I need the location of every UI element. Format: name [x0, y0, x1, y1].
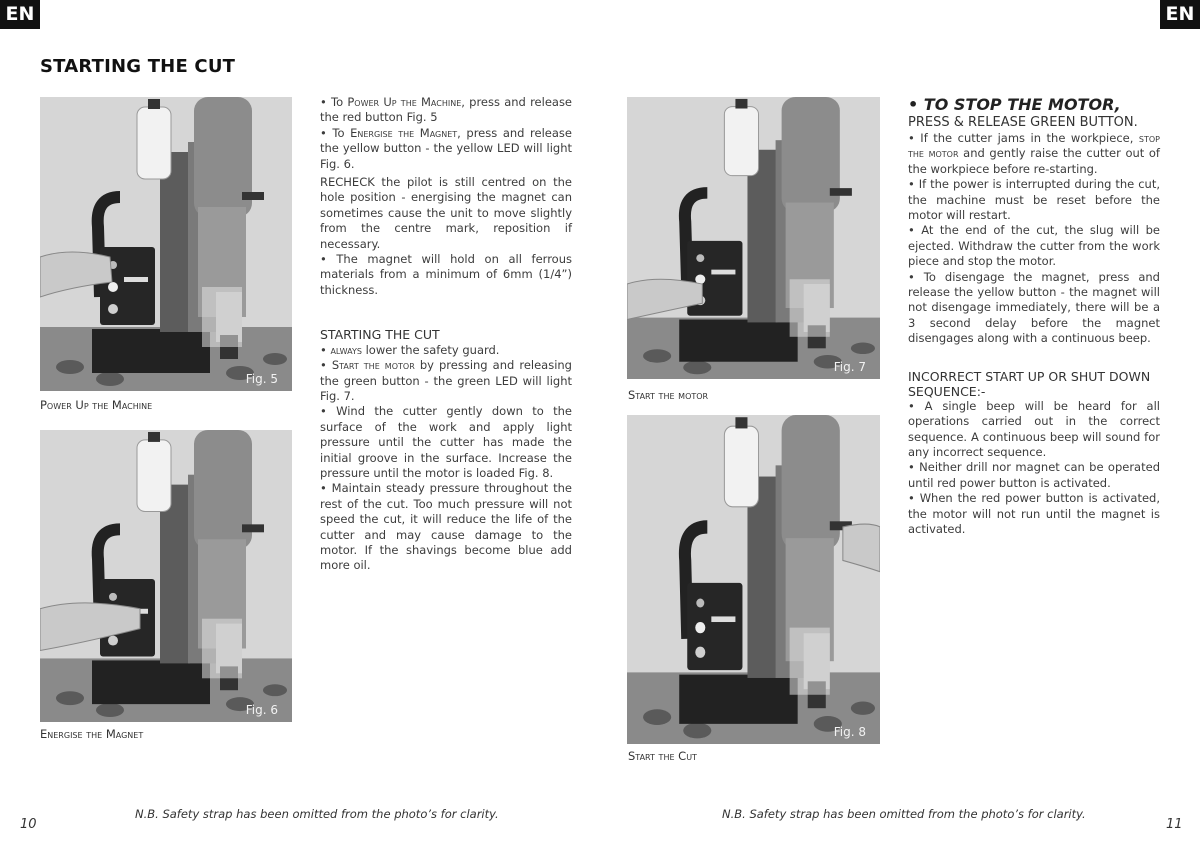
- footnote-left: N.B. Safety strap has been omitted from the photo’s for clarity.: [135, 807, 499, 821]
- red-button-note: • Neither drill nor magnet can be operated until red power button is activated.: [908, 460, 1160, 490]
- page-title: STARTING THE CUT: [40, 56, 236, 77]
- step-power-up: • To Power Up the Machine, press and release the red button Fig. 5: [320, 95, 573, 125]
- cutter-jams-note: • If the cutter jams in the workpiece, stop the motor and gently raise the cutter out of the workpiece before re-starting.: [908, 131, 1160, 176]
- page-number-right: 11: [1166, 817, 1183, 832]
- language-badge-right: EN: [1160, 0, 1200, 29]
- stop-motor-subtitle: PRESS & RELEASE GREEN BUTTON.: [908, 115, 1138, 130]
- figure-5-label: Fig. 5: [245, 372, 278, 386]
- stop-motor-title: • TO STOP THE MOTOR,: [908, 95, 1121, 114]
- step-lower-guard: • always lower the safety guard.: [320, 342, 500, 357]
- right-text-column: [908, 95, 1160, 537]
- footnote-right: N.B. Safety strap has been omitted from the photo’s for clarity.: [722, 807, 1086, 821]
- magnet-activation-note: • When the red power button is activated, the motor will not run until the magnet is activated.: [908, 491, 1160, 536]
- step-energise-magnet: • To Energise the Magnet, press and release the yellow button - the yellow LED will light Fig. 6.: [320, 125, 572, 171]
- beep-note: • A single beep will be heard for all operations carried out in the correct sequence. A continuous beep will sound for any incorrect sequence.: [908, 398, 1160, 459]
- figure-8-label: Fig. 8: [833, 725, 866, 739]
- figure-6-label: Fig. 6: [245, 703, 278, 717]
- left-text-column: [320, 95, 572, 574]
- figure-6-caption: Energise the Magnet: [40, 727, 144, 741]
- figure-5-photo: [40, 97, 292, 391]
- step-steady-pressure: • Maintain steady pressure throughout the rest of the cut. Too much pressure will not speed the cut, it will reduce the life of the cutter and may cause damage to the motor. If the shavings become blue add more oil.: [320, 481, 572, 573]
- magnet-hold-note: • The magnet will hold on all ferrous materials from a minimum of 6mm (1/4”) thickness.: [320, 252, 572, 297]
- disengage-magnet-note: • To disengage the magnet, press and release the yellow button - the magnet will not disengage immediately, there will be a 3 second delay before the magnet disengages along with a continuous beep.: [908, 269, 1160, 346]
- figure-6-photo: [40, 430, 292, 722]
- language-badge-left: EN: [0, 0, 40, 29]
- figure-8-caption: Start the Cut: [628, 749, 697, 763]
- incorrect-sequence-heading: INCORRECT START UP OR SHUT DOWN SEQUENCE:-: [908, 368, 1151, 399]
- figure-5-caption: Power Up the Machine: [40, 398, 153, 412]
- power-interrupted-note: • If the power is interrupted during the cut, the machine must be reset before the motor will restart.: [908, 177, 1160, 223]
- step-start-motor: • Start the motor by pressing and releasing the green button - the green LED will light Fig. 7.: [320, 358, 572, 403]
- step-wind-cutter: • Wind the cutter gently down to the surface of the work and apply light pressure until the cutter has made the initial groove in the surface. Increase the pressure until the motor is loaded Fig. 8.: [320, 404, 572, 480]
- figure-7-caption: Start the motor: [628, 388, 709, 402]
- figure-8-photo: [627, 415, 880, 744]
- page-number-left: 10: [20, 817, 37, 832]
- starting-the-cut-heading: STARTING THE CUT: [320, 327, 440, 343]
- figure-7-photo: [627, 97, 880, 379]
- figure-7-label: Fig. 7: [833, 360, 866, 374]
- recheck-paragraph: RECHECK the pilot is still centred on the hole position - energising the magnet can sometimes cause the unit to move slightly from the centre mark, reposition if necessary.: [320, 175, 572, 251]
- end-of-cut-note: • At the end of the cut, the slug will be ejected. Withdraw the cutter from the work piece and stop the motor.: [908, 223, 1160, 269]
